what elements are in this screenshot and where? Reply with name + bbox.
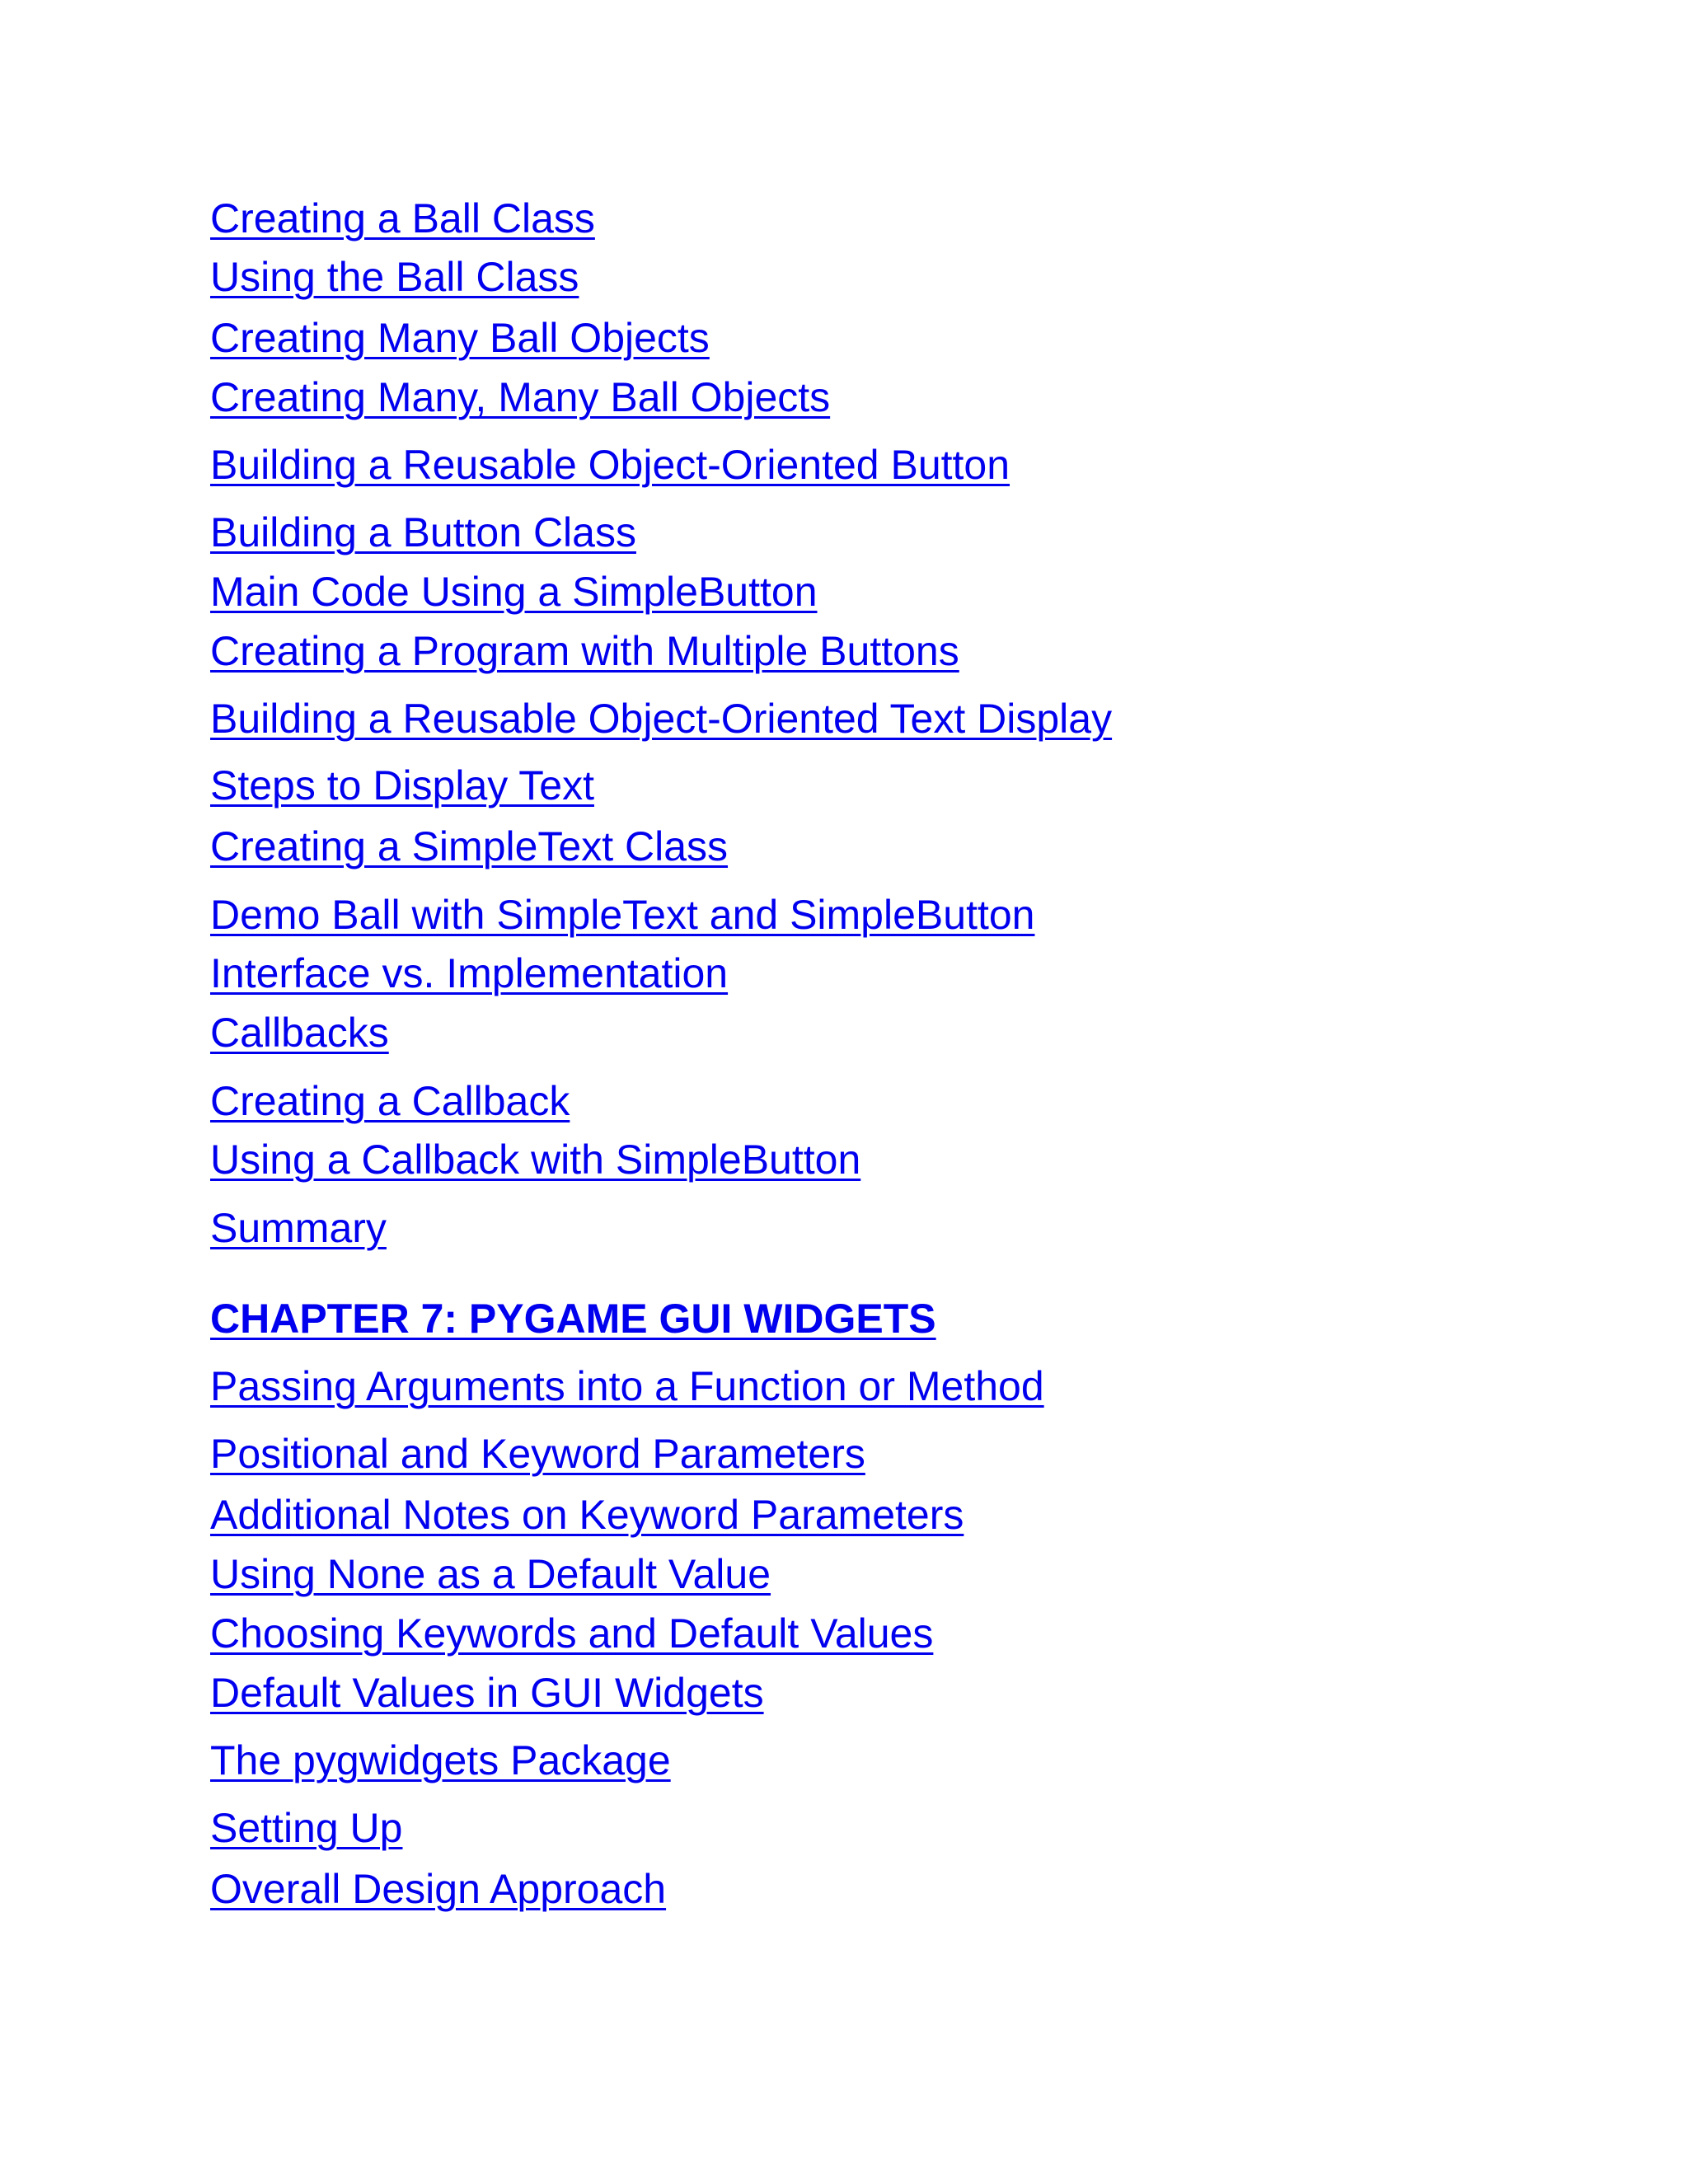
toc-link-chapter-7[interactable]: CHAPTER 7: PYGAME GUI WIDGETS <box>210 1296 936 1342</box>
toc-link-building-a-button-class[interactable]: Building a Button Class <box>210 509 636 555</box>
toc-link-interface-vs-implementation[interactable]: Interface vs. Implementation <box>210 950 729 996</box>
toc-link-demo-ball-simpletext-simplebutton[interactable]: Demo Ball with SimpleText and SimpleButton <box>210 892 1035 938</box>
toc-link-callbacks[interactable]: Callbacks <box>210 1010 389 1056</box>
toc-link-passing-arguments[interactable]: Passing Arguments into a Function or Method <box>210 1363 1044 1409</box>
toc-link-creating-simpletext-class[interactable]: Creating a SimpleText Class <box>210 823 729 869</box>
toc-link-creating-many-many-ball-objects[interactable]: Creating Many, Many Ball Objects <box>210 374 831 420</box>
toc-link-callback-with-simplebutton[interactable]: Using a Callback with SimpleButton <box>210 1137 861 1183</box>
toc-link-none-default-value[interactable]: Using None as a Default Value <box>210 1551 771 1597</box>
toc-link-additional-notes-keyword[interactable]: Additional Notes on Keyword Parameters <box>210 1492 964 1538</box>
toc-link-building-reusable-text-display[interactable]: Building a Reusable Object-Oriented Text Display <box>210 696 1113 742</box>
toc-link-creating-a-ball-class[interactable]: Creating a Ball Class <box>210 195 595 241</box>
toc-link-choosing-keywords-defaults[interactable]: Choosing Keywords and Default Values <box>210 1610 934 1657</box>
toc-link-main-code-simplebutton[interactable]: Main Code Using a SimpleButton <box>210 569 818 615</box>
toc-link-setting-up[interactable]: Setting Up <box>210 1805 403 1851</box>
toc-link-summary[interactable]: Summary <box>210 1205 387 1251</box>
toc-link-using-the-ball-class[interactable]: Using the Ball Class <box>210 254 579 300</box>
toc-link-pygwidgets-package[interactable]: The pygwidgets Package <box>210 1737 671 1783</box>
toc-link-program-multiple-buttons[interactable]: Creating a Program with Multiple Buttons <box>210 628 959 674</box>
toc-link-overall-design-approach[interactable]: Overall Design Approach <box>210 1866 667 1912</box>
toc-link-building-reusable-button[interactable]: Building a Reusable Object-Oriented Button <box>210 442 1010 488</box>
toc-link-steps-to-display-text[interactable]: Steps to Display Text <box>210 762 594 808</box>
toc-link-positional-keyword-parameters[interactable]: Positional and Keyword Parameters <box>210 1431 865 1477</box>
toc-link-default-values-gui-widgets[interactable]: Default Values in GUI Widgets <box>210 1670 764 1716</box>
toc-link-creating-a-callback[interactable]: Creating a Callback <box>210 1078 570 1124</box>
toc-link-creating-many-ball-objects[interactable]: Creating Many Ball Objects <box>210 315 710 361</box>
